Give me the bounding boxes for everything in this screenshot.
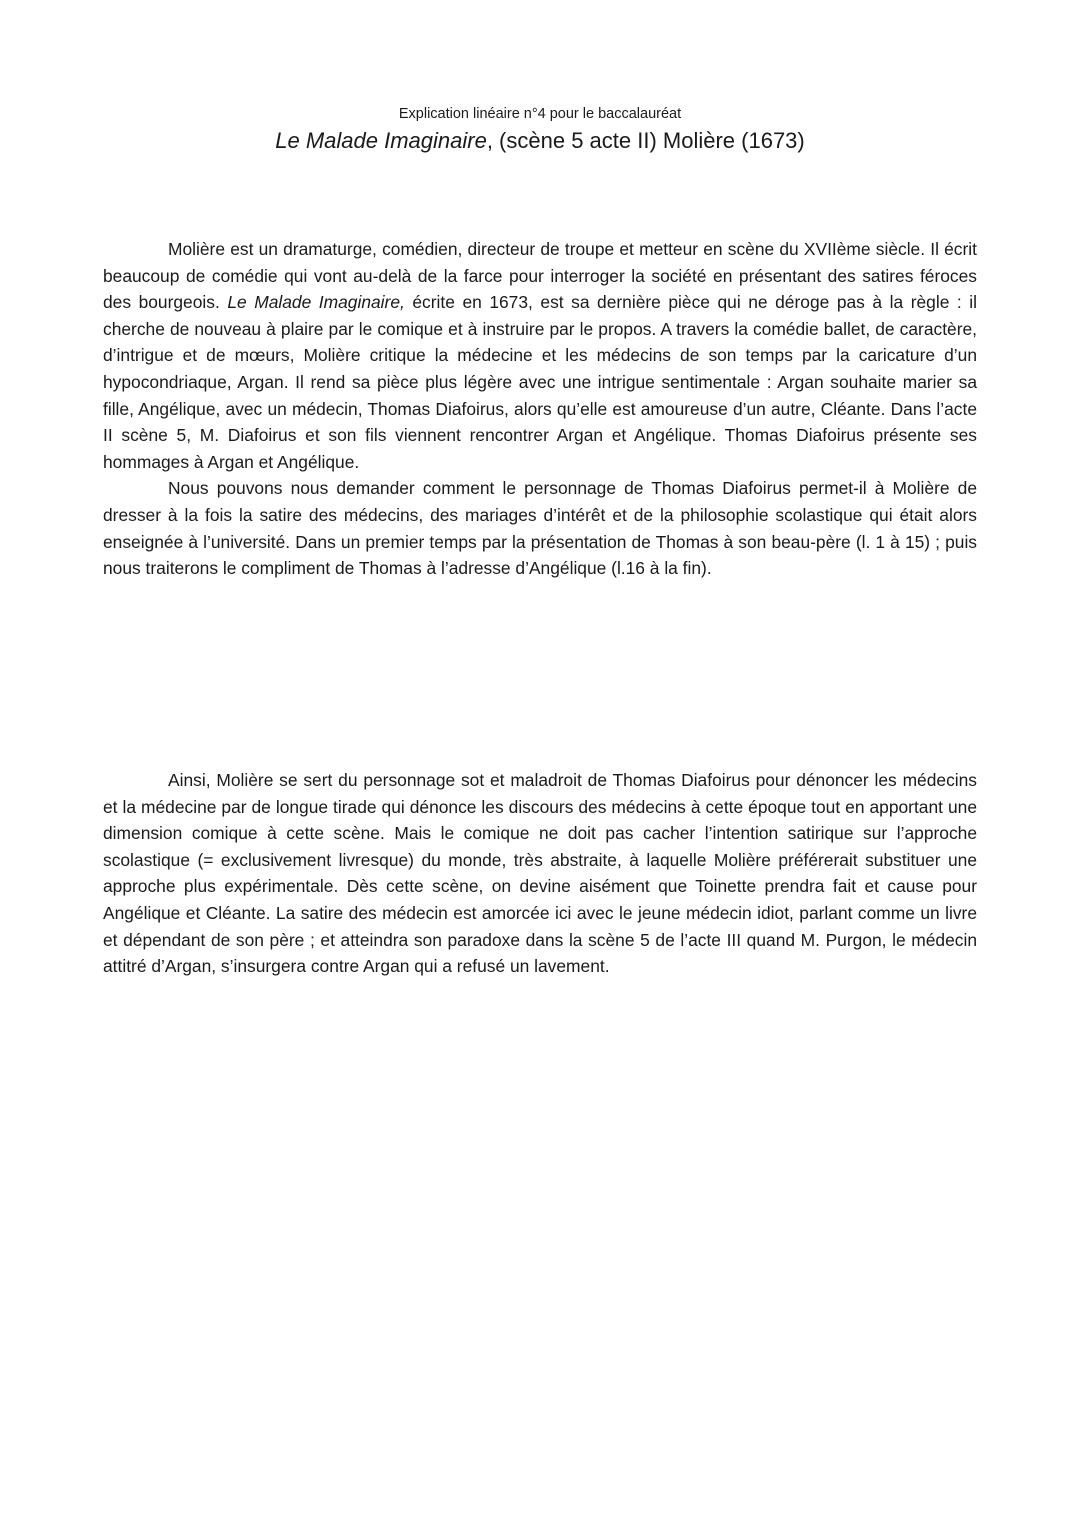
intro-text-part1: Molière est un dramaturge, comédien, directeur de troupe et metteur en scène du XVIIème siècle. Il écrit beaucoup de comédie qui vont au-delà de la farce pour interroger la société en présentant des satires féroces des bourgeois. <box>103 239 977 313</box>
document-header <box>0 104 1080 156</box>
introduction-paragraph-context <box>103 236 977 475</box>
document-subtitle: Explication linéaire n°4 pour le baccalauréat <box>398 106 682 122</box>
introduction-section <box>103 236 977 582</box>
document-title <box>0 126 1080 156</box>
conclusion-paragraph: Ainsi, Molière se sert du personnage sot et maladroit de Thomas Diafoirus pour dénoncer les médecins et la médecine par de longue tirade qui dénonce les discours des médecins à cette époque tout en apportant une dimension comique à cette scène. Mais le comique ne doit pas cacher l’intention satirique sur l’approche scolastique (= exclusivement livresque) du monde, très abstraite, à laquelle Molière préférerait substituer une approche plus expérimentale. Dès cette scène, on devine aisément que Toinette prendra fait et cause pour Angélique et Cléante. La satire des médecin est amorcée ici avec le jeune médecin idiot, parlant comme un livre et dépendant de son père ; et atteindra son paradoxe dans la scène 5 de l’acte III quand M. Purgon, le médecin attitré d’Argan, s’insurgera contre Argan qui a refusé un lavement. <box>103 770 977 977</box>
intro-text-part2: écrite en 1673, est sa dernière pièce qui ne déroge pas à la règle : il cherche de nouveau à plaire par le comique et à instruire par le propos. A travers la comédie ballet, de caractère, d’intrigue et de mœurs, Molière critique la médecine et les médecins de son temps par la caricature d’un hypocondriaque, Argan. Il rend sa pièce plus légère avec une intrigue sentimentale : Argan souhaite marier sa fille, Angélique, avec un médecin, Thomas Diafoirus, alors qu’elle est amoureuse d’un autre, Cléante. Dans l’acte II scène 5, M. Diafoirus et son fils viennent rencontrer Argan et Angélique. Thomas Diafoirus présente ses hommages à Argan et Angélique. <box>103 292 977 472</box>
intro-work-name: Le Malade Imaginaire, <box>227 292 405 313</box>
introduction-paragraph-problematic: Nous pouvons nous demander comment le personnage de Thomas Diafoirus permet-il à Molière de dresser à la fois la satire des médecins, des mariages d’intérêt et de la philosophie scolastique qui était alors enseignée à l’université. Dans un premier temps par la présentation de Thomas à son beau-père (l. 1 à 15) ; puis nous traiterons le compliment de Thomas à l’adresse d’Angélique (l.16 à la fin). <box>103 478 977 579</box>
conclusion-section <box>103 767 977 980</box>
title-work-name: Le Malade Imaginaire <box>275 128 487 153</box>
title-details: , (scène 5 acte II) Molière (1673) <box>486 128 805 153</box>
